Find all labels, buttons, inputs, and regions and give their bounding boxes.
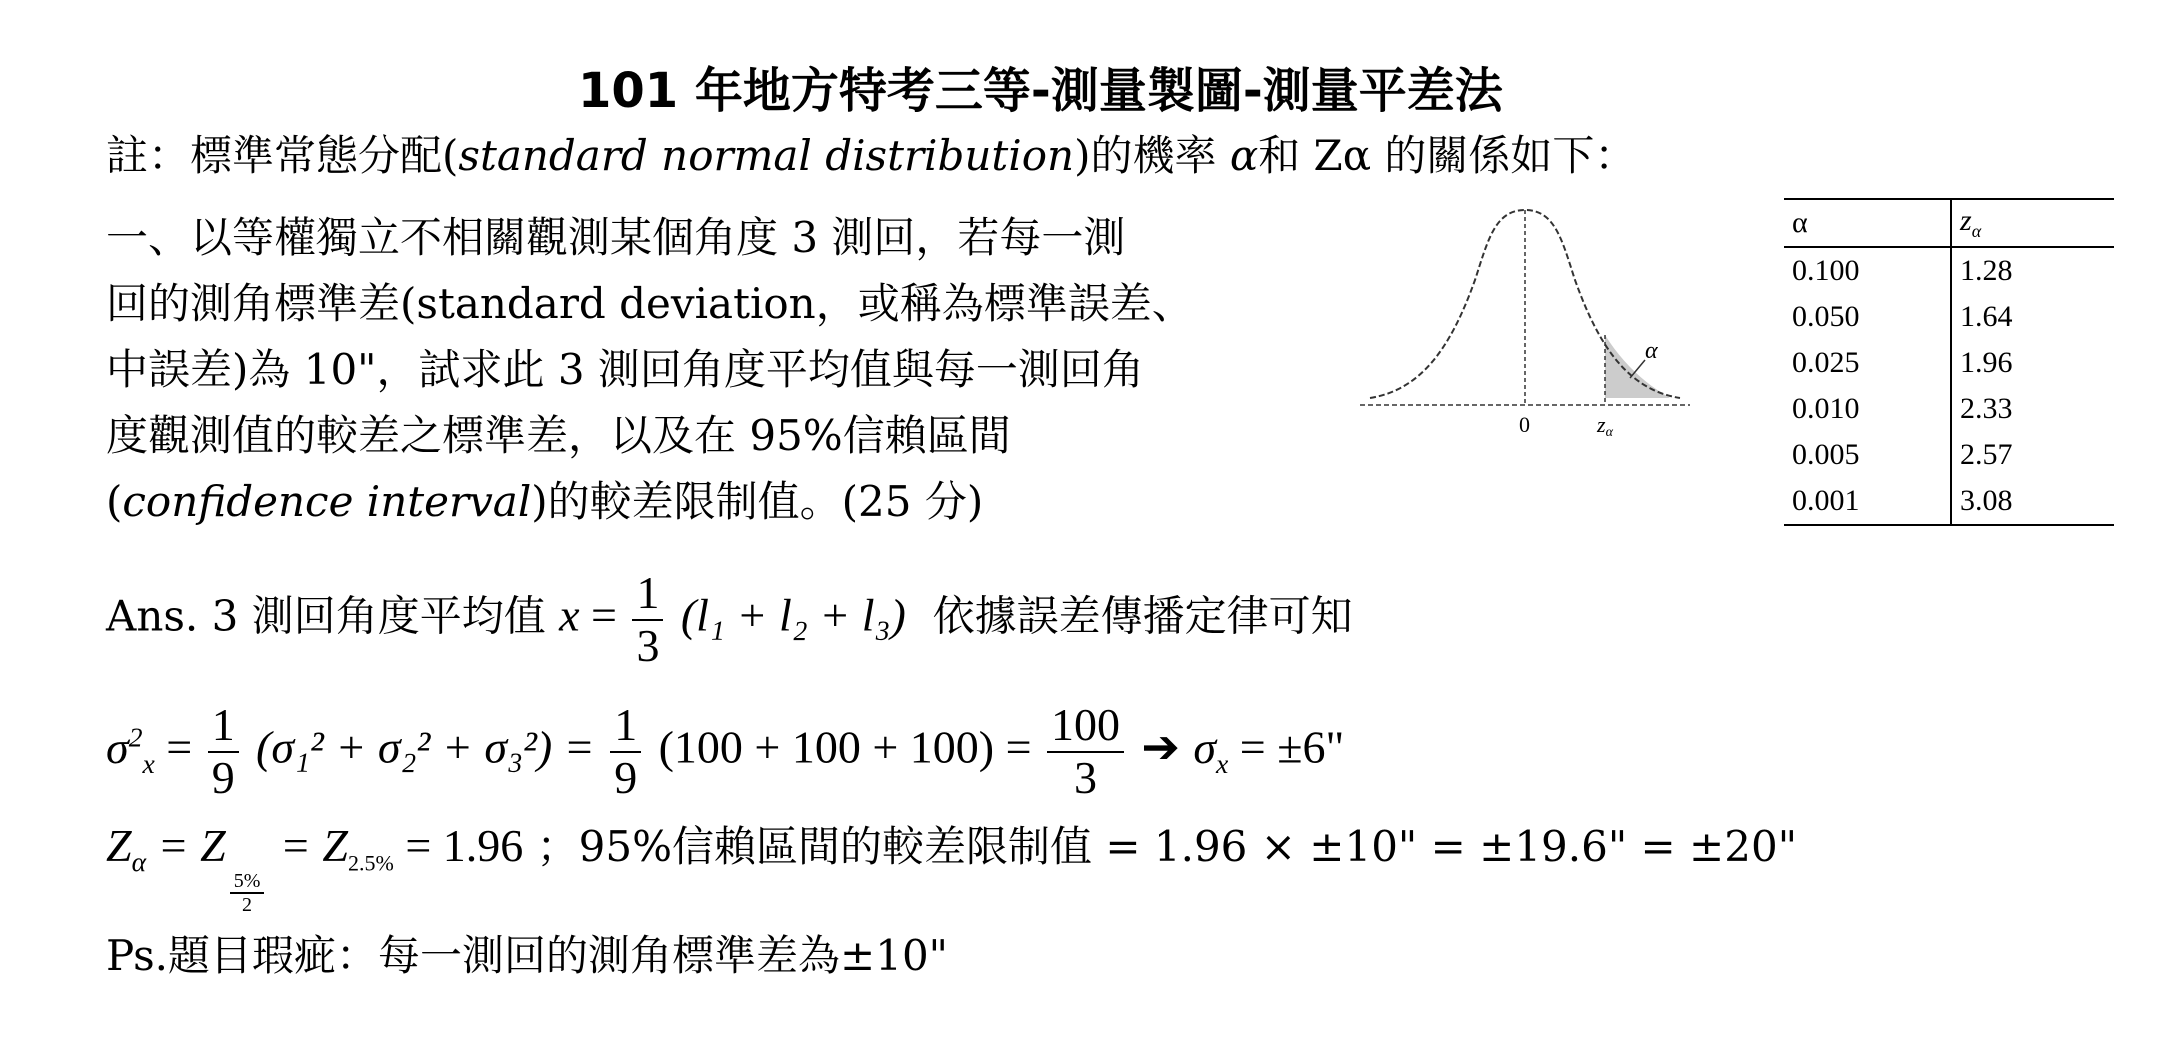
sigma-x-squared: $\sigma^2_x$ bbox=[106, 721, 155, 779]
zero-label: 0 bbox=[1519, 412, 1530, 437]
ps-line: Ps.題目瑕疵：每一測回的測角標準差為±10" bbox=[106, 931, 948, 980]
answer-expr: (l₁ + l₂ + l₃) bbox=[680, 589, 906, 641]
table-row bbox=[1784, 340, 2114, 386]
table-row bbox=[1784, 478, 2114, 525]
question-line-4: 度觀測值的較差之標準差，以及在 95%信賴區間 bbox=[106, 411, 1011, 460]
note-mid: 和 Zα 的關係如下： bbox=[1258, 131, 1637, 180]
z-eq-2: = Z bbox=[268, 820, 348, 871]
fraction-one-ninth: $\frac{1}{9}$ bbox=[208, 700, 239, 803]
table-row bbox=[1784, 432, 2114, 478]
table-header-row bbox=[1784, 199, 2114, 247]
alpha-cell: 0.050 bbox=[1792, 300, 1860, 333]
note-suffix: )的機率 bbox=[1074, 131, 1217, 180]
sigma-x-value: = ±6" bbox=[1228, 721, 1345, 773]
answer-suffix: 依據誤差傳播定律可知 bbox=[932, 591, 1353, 641]
table-row bbox=[1784, 247, 2114, 294]
table-row bbox=[1784, 294, 2114, 340]
note-line bbox=[106, 128, 1636, 184]
fraction-one-ninth-2: $\frac{1}{9}$ bbox=[610, 700, 641, 803]
note-prefix: 註：標準常態分配( bbox=[106, 131, 459, 180]
answer-line-3 bbox=[106, 818, 1797, 916]
z-alpha-table bbox=[1784, 198, 2114, 526]
numeric-sum: (100 + 100 + 100) = bbox=[658, 721, 1044, 773]
sigma-x: $\sigma_x$ bbox=[1193, 721, 1229, 779]
question-line-2: 回的測角標準差(standard deviation，或稱為標準誤差、 bbox=[106, 279, 1194, 328]
answer-eq: = bbox=[579, 589, 629, 641]
fraction-one-third: $\frac{1}{3}$ bbox=[632, 568, 663, 671]
note-term: standard normal distribution bbox=[458, 131, 1075, 180]
answer-prefix: Ans. 3 測回角度平均值 bbox=[106, 591, 546, 641]
page-title: 101 年地方特考三等-測量製圖-測量平差法 bbox=[578, 63, 1503, 119]
z-alpha-label: zα bbox=[1597, 412, 1613, 440]
alpha-cell: 0.100 bbox=[1792, 254, 1860, 287]
shaded-tail bbox=[1605, 335, 1670, 398]
z-sub-2-5: 2.5% bbox=[348, 850, 394, 876]
answer-x: x bbox=[559, 589, 580, 641]
question-paren: ( bbox=[106, 477, 123, 526]
table-row bbox=[1784, 386, 2114, 432]
question-line-3: 中誤差)為 10"，試求此 3 測回角度平均值與每一測回角 bbox=[106, 345, 1144, 394]
z-cell: 1.28 bbox=[1951, 247, 2114, 294]
z-cell: 1.64 bbox=[1951, 294, 2114, 340]
normal-curve-figure bbox=[1360, 200, 1690, 440]
arrow-icon: ➔ bbox=[1141, 721, 1180, 773]
z-alpha: $Z_\alpha$ bbox=[106, 820, 147, 878]
z-cell: 2.33 bbox=[1951, 386, 2114, 432]
alpha-cell: 0.005 bbox=[1792, 438, 1860, 471]
z-cell: 1.96 bbox=[1951, 340, 2114, 386]
z-cell: 3.08 bbox=[1951, 478, 2114, 525]
question-term: confidence interval bbox=[122, 477, 532, 526]
question-line-5 bbox=[106, 474, 983, 530]
alpha-cell: 0.010 bbox=[1792, 392, 1860, 425]
fraction-100-third: $\frac{100}{3}$ bbox=[1047, 700, 1124, 803]
question-rest: )的較差限制值。(25 分) bbox=[531, 477, 984, 526]
answer-line-1 bbox=[106, 568, 1353, 671]
z-eq-1: = Z bbox=[146, 820, 226, 871]
z-value: = 1.96 bbox=[393, 820, 524, 871]
alpha-cell: 0.025 bbox=[1792, 346, 1860, 379]
header-z: $z_\alpha$ bbox=[1951, 199, 2114, 247]
alpha-cell: 0.001 bbox=[1792, 484, 1860, 517]
header-alpha: α bbox=[1792, 206, 1808, 239]
note-alpha: α bbox=[1229, 131, 1259, 180]
question-line-1: 一、以等權獨立不相關觀測某個角度 3 測回，若每一測 bbox=[106, 213, 1126, 262]
variance-sum: (σ₁² + σ₂² + σ₃²) = bbox=[256, 721, 607, 773]
answer-line-2: $\sigma^2_x$ = $\frac{1}{9}$ (σ₁² + σ₂² + σ₃²) = $\frac{1}{9}$ (100 + 100 + 100) = $\frac{100}{3}$ ➔ $\sigma_x = \pm 6$" bbox=[106, 699, 1345, 803]
alpha-label: α bbox=[1645, 338, 1658, 364]
fraction-5pct-half: $\frac{5\%}{2}$ bbox=[230, 870, 265, 916]
answer-line-3-text: ；95%信賴區間的較差限制值 = 1.96 × ±10" = ±19.6" = ±20" bbox=[536, 822, 1798, 871]
z-cell: 2.57 bbox=[1951, 432, 2114, 478]
